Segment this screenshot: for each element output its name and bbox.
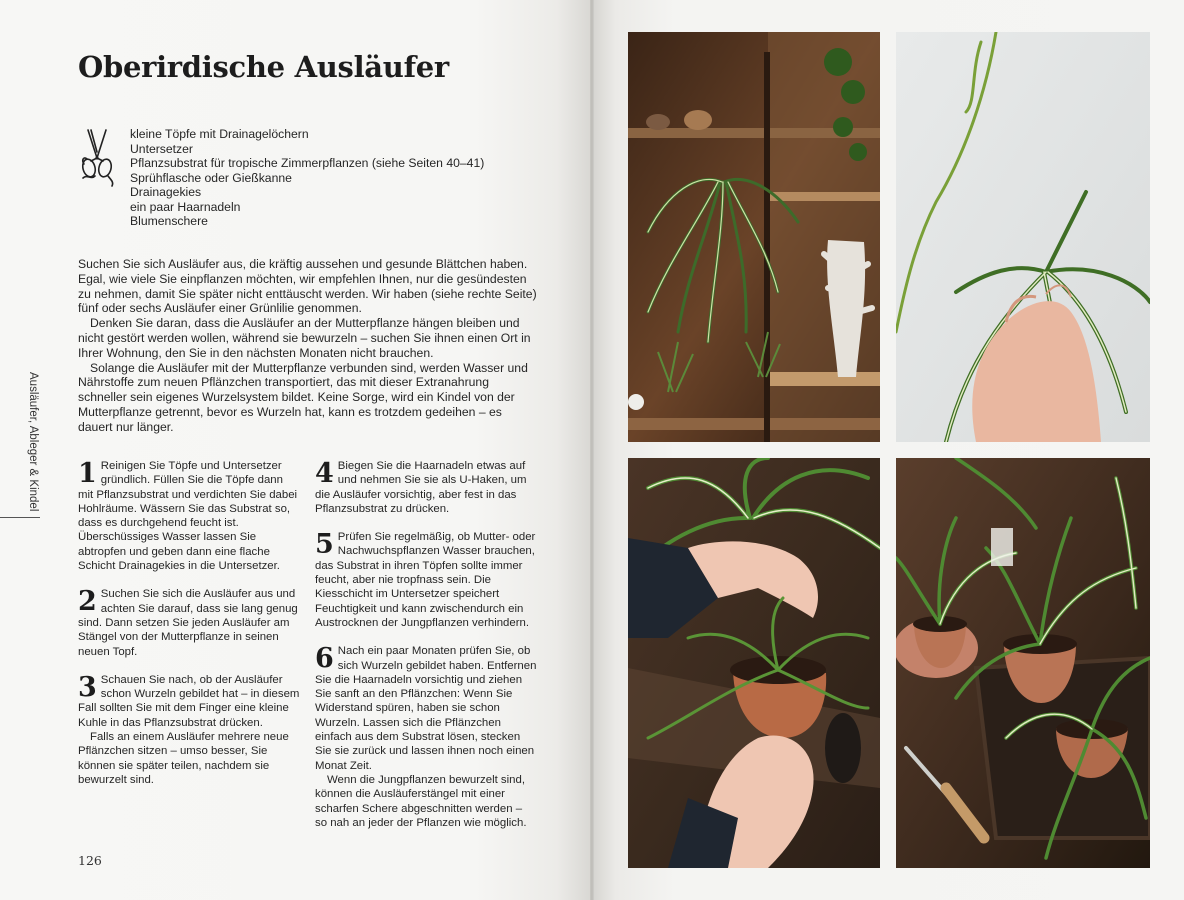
step-2 [78, 587, 300, 658]
intro-paragraph: Denken Sie daran, dass die Ausläufer an der Mutterpflanze hängen bleiben und nicht gestört werden wollen, während sie bewurzeln – suchen Sie ihnen einen Ort in Ihrer Wohnung, den Sie in den nächsten Monaten nicht brauchen. [78, 316, 531, 360]
photo-shelf-spider-plant [628, 32, 880, 442]
photo-potted-young-plants [896, 458, 1150, 868]
steps-column-right [315, 459, 537, 844]
step-number: 3 [78, 671, 97, 703]
step-text: Prüfen Sie regelmäßig, ob Mutter- oder Nachwuchspflanzen Wasser brauchen, das Substrat in ihren Töpfen sollte immer feucht, aber nie tropfnass sein. Die Kiesschicht im Untersetzer speichert Feuchtigkeit und kann zwischendurch ein Austrocknen der Jungpflanzen verhindern. [315, 531, 536, 629]
shears-icon [78, 128, 116, 188]
step-text: Nach ein paar Monaten prüfen Sie, ob sich Wurzeln gebildet haben. Entfernen Sie die Haarnadeln vorsichtig und ziehen Sie sanft an den Pflänzchen: Wenn Sie Widerstand spüren, haben sie schon Wurzeln. Lassen sich die Pflänzchen einfach aus dem Substrat lösen, stecken Sie sie zurück und lassen ihnen noch einen Monat Zeit. [315, 645, 537, 772]
step-number: 6 [315, 643, 334, 675]
step-number: 4 [315, 458, 334, 489]
photo-hand-holding-runner [896, 32, 1150, 442]
step-number: 2 [78, 586, 97, 618]
step-5 [315, 530, 537, 630]
book-gutter [590, 0, 594, 900]
step-number: 1 [78, 458, 97, 489]
step-1 [78, 459, 300, 573]
step-3 [78, 673, 300, 787]
step-text: Schauen Sie nach, ob der Ausläufer schon Wurzeln gebildet hat – in diesem Fall sollten Sie mit dem Finger eine kleine Kuhle in das Pflanzsubstrat drücken. [78, 673, 300, 729]
materials-item: Pflanzsubstrat für tropische Zimmerpflanzen (siehe Seiten 40–41) [130, 156, 485, 170]
page-number: 126 [78, 853, 102, 868]
step-text: Biegen Sie die Haarnadeln etwas auf und nehmen Sie sie als U-Haken, um die Ausläufer vorsichtig, aber fest in das Pflanzsubstrat zu drücken. [315, 460, 527, 515]
materials-item: Sprühflasche oder Gießkanne [130, 170, 292, 185]
step-text: Wenn die Jungpflanzen bewurzelt sind, können die Ausläuferstängel mit einer scharfen Schere abgeschnitten werden – so nah an jeder der Pflanzen wie möglich. [315, 773, 527, 829]
materials-item: ein paar Haarnadeln [130, 199, 241, 214]
side-tab-rule [0, 517, 40, 518]
photo-hands-planting [628, 458, 880, 868]
step-number: 5 [315, 529, 334, 561]
step-text: Suchen Sie sich die Ausläufer aus und achten Sie darauf, dass sie lang genug sind. Dann setzen Sie jeden Ausläufer am Stängel von der Mutterpflanze in seinen neuen Topf. [78, 588, 298, 658]
materials-item: Blumenschere [130, 214, 208, 228]
intro-text [78, 257, 538, 435]
materials-item: Drainagekies [130, 185, 202, 199]
chapter-side-tab [27, 372, 39, 519]
materials-item: Untersetzer [130, 141, 193, 156]
step-6 [315, 644, 537, 830]
intro-paragraph: Solange die Ausläufer mit der Mutterpflanze verbunden sind, werden Wasser und Nährstoffe zum neuen Pflänzchen transportiert, das mit dieser Extranahrung schneller sein eigenes Wurzelsystem bildet. Keine Sorge, wird ein Kindel von der Mutterpflanze getrennt, bevor es Wurzeln hat, kann es trotzdem gedeihen – es dauert nur länger. [78, 360, 528, 434]
materials-list [130, 127, 484, 229]
page-title: Oberirdische Ausläufer [78, 50, 449, 84]
materials-item: kleine Töpfe mit Drainagelöchern [130, 127, 309, 141]
step-text: Falls an einem Ausläufer mehrere neue Pflänzchen sitzen – umso besser, Sie können sie später teilen, nachdem sie bewurzelt sind. [78, 731, 289, 786]
intro-paragraph: Suchen Sie sich Ausläufer aus, die kräftig aussehen und gesunde Blättchen haben. Egal, wie viele Sie einpflanzen möchten, wir empfehlen Ihnen, nur die gesündesten zu nehmen, damit Sie später nicht enttäuscht werden. Wir haben (siehe rechte Seite) fünf oder sechs Ausläufer einer Grünlilie genommen. [78, 257, 537, 316]
step-text: Reinigen Sie Töpfe und Untersetzer gründlich. Füllen Sie die Töpfe dann mit Pflanzsubstrat und verdichten Sie dabei Hohlräume. Wässern Sie das Substrat so, dass es durchgehend feucht ist. Überschüssiges Wasser lassen Sie abtropfen und geben dann eine flache Schicht Drainagekies in die Untersetzer. [78, 460, 298, 573]
steps-column-left [78, 459, 300, 801]
step-4 [315, 459, 537, 516]
chapter-side-tab-label: Ausläufer, Ableger & Kindel [27, 372, 39, 512]
